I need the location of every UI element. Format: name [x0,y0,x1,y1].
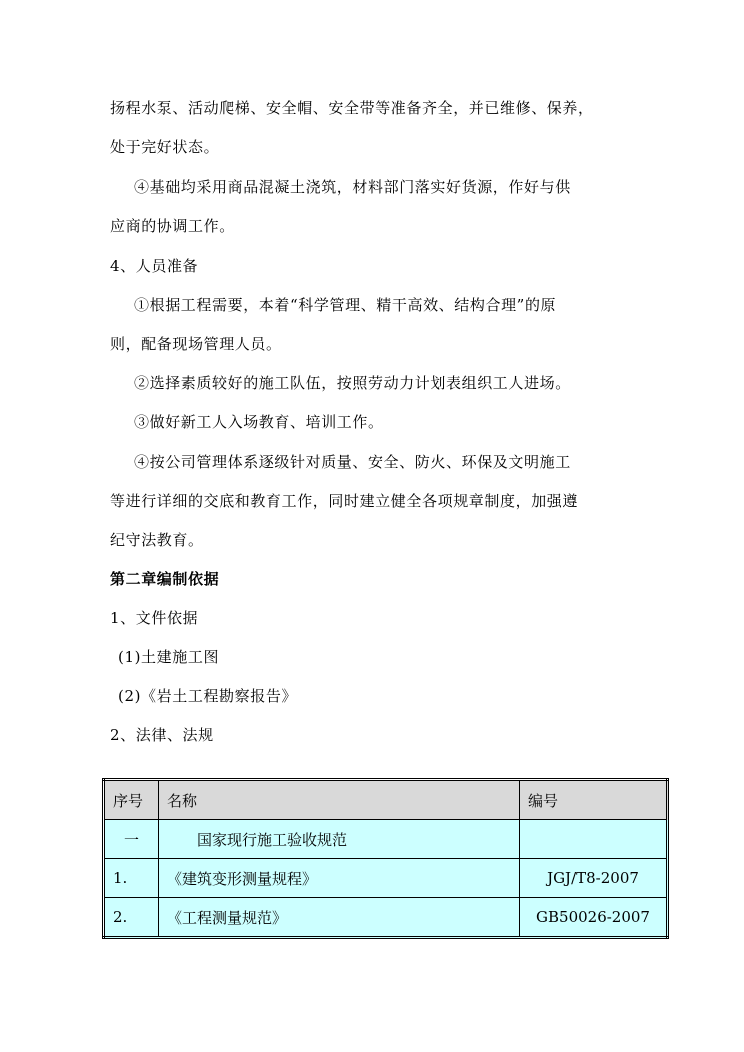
paragraph-line: 纪守法教育。 [110,531,204,549]
regulations-table [102,778,669,939]
paragraph-line: ②选择素质较好的施工队伍，按照劳动力计划表组织工人进场。 [134,374,571,392]
header-cell-number: 序号 [104,780,159,820]
paragraph-line: ①根据工程需要，本着“科学管理、精干高效、结构合理”的原 [134,296,557,314]
paragraph-line: ③做好新工人入场教育、培训工作。 [134,413,384,431]
section-heading: 4、人员准备 [110,257,199,275]
paragraph-line: 应商的协调工作。 [110,217,235,235]
cell-name: 《建筑变形测量规程》 [159,859,520,898]
header-cell-name: 名称 [159,780,520,820]
cell-name: 国家现行施工验收规范 [159,820,520,859]
paragraph-line: ④按公司管理体系逐级针对质量、安全、防火、环保及文明施工 [134,453,571,471]
paragraph-line: 等进行详细的交底和教育工作，同时建立健全各项规章制度，加强遵 [110,492,579,510]
cell-name: 《工程测量规范》 [159,898,520,938]
cell-number: 2. [104,898,159,938]
cell-number: 一 [104,820,159,859]
cell-code: GB50026-2007 [520,898,668,938]
table-row [104,820,668,859]
table-row [104,898,668,938]
paragraph-line: 处于完好状态。 [110,138,220,156]
section-heading: 2、法律、法规 [110,726,214,744]
header-cell-code: 编号 [520,780,668,820]
table-row [104,859,668,898]
table-header-row [104,780,668,820]
list-item: (2)《岩土工程勘察报告》 [118,687,298,705]
list-item: (1)土建施工图 [118,648,220,666]
cell-code [520,820,668,859]
cell-code: JGJ/T8-2007 [520,859,668,898]
paragraph-line: 则，配备现场管理人员。 [110,335,282,353]
chapter-title: 第二章编制依据 [110,570,220,588]
paragraph-line: ④基础均采用商品混凝土浇筑，材料部门落实好货源，作好与供 [134,178,571,196]
section-heading: 1、文件依据 [110,609,199,627]
cell-number: 1. [104,859,159,898]
paragraph-line: 扬程水泵、活动爬梯、安全帽、安全带等准备齐全，并已维修、保养， [110,99,594,117]
